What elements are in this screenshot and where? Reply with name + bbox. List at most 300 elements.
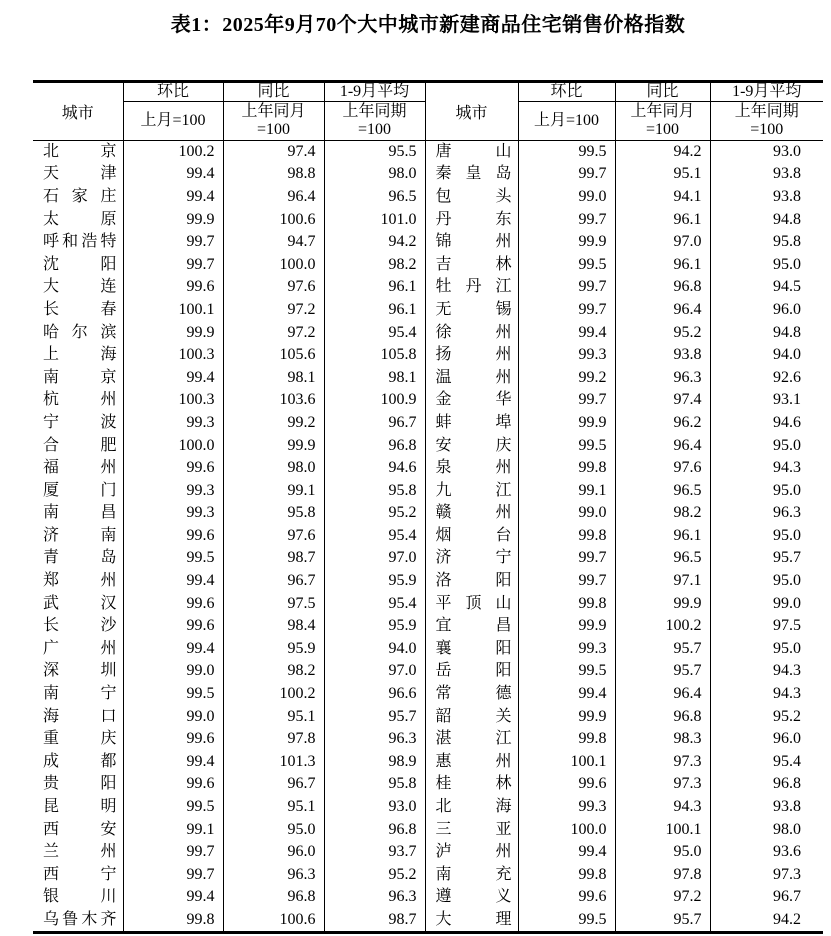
city-char: 银 [43, 888, 60, 906]
city-char: 太 [43, 210, 60, 228]
yoy-value: 103.6 [223, 389, 324, 412]
avg-value: 95.8 [324, 773, 425, 796]
city-char: 州 [100, 391, 117, 409]
city-cell [425, 163, 518, 186]
city-char: 岛 [100, 549, 117, 567]
avg-value: 98.1 [324, 366, 425, 389]
city-name [436, 276, 512, 298]
yoy-value: 96.3 [223, 864, 324, 887]
yoy-value: 99.9 [223, 434, 324, 457]
col-header-yoy-left: 同比 [223, 82, 324, 102]
table-row [33, 660, 823, 683]
city-name [43, 480, 117, 502]
city-name [436, 864, 512, 886]
city-name [436, 480, 512, 502]
city-char: 武 [43, 594, 60, 612]
city-name [436, 593, 512, 615]
city-name [43, 751, 117, 773]
city-char: 平 [435, 594, 452, 612]
city-cell [425, 547, 518, 570]
mom-value: 100.0 [518, 818, 615, 841]
mom-value: 99.4 [123, 638, 223, 661]
city-cell [33, 457, 123, 480]
city-cell [425, 570, 518, 593]
avg-value: 94.5 [710, 276, 823, 299]
city-char: 阳 [495, 662, 512, 680]
city-cell [425, 299, 518, 322]
city-char: 深 [43, 662, 60, 680]
city-char: 阳 [495, 639, 512, 657]
avg-value: 96.6 [324, 683, 425, 706]
city-cell [425, 276, 518, 299]
city-cell [425, 705, 518, 728]
city-char: 天 [43, 165, 60, 183]
avg-value: 98.0 [324, 163, 425, 186]
yoy-value: 96.7 [223, 570, 324, 593]
table-row [33, 638, 823, 661]
table-row [33, 299, 823, 322]
mom-value: 99.3 [123, 502, 223, 525]
city-char: 海 [495, 798, 512, 816]
table-row [33, 864, 823, 887]
avg-value: 96.7 [324, 412, 425, 435]
mom-value: 99.6 [123, 615, 223, 638]
mom-value: 99.5 [518, 434, 615, 457]
avg-value: 95.8 [324, 479, 425, 502]
mom-value: 99.2 [518, 366, 615, 389]
avg-value: 95.0 [710, 253, 823, 276]
avg-value: 95.4 [324, 321, 425, 344]
yoy-value: 96.4 [615, 683, 710, 706]
city-cell [425, 321, 518, 344]
city-char: 西 [43, 820, 60, 838]
city-char: 扬 [435, 346, 452, 364]
avg-value: 96.0 [710, 728, 823, 751]
col-header-city-left: 城市 [33, 82, 123, 141]
city-name [43, 457, 117, 479]
city-char: 亚 [495, 820, 512, 838]
yoy-value: 95.0 [223, 818, 324, 841]
city-name [43, 322, 117, 344]
yoy-value: 95.7 [615, 660, 710, 683]
yoy-value: 95.2 [615, 321, 710, 344]
avg-value: 94.6 [710, 412, 823, 435]
city-char: 京 [100, 143, 117, 161]
yoy-value: 96.3 [615, 366, 710, 389]
avg-value: 95.7 [324, 705, 425, 728]
yoy-value: 100.0 [223, 253, 324, 276]
city-char: 理 [495, 910, 512, 928]
yoy-value: 101.3 [223, 751, 324, 774]
mom-value: 99.7 [123, 253, 223, 276]
city-name [43, 299, 117, 321]
avg-value: 94.8 [710, 321, 823, 344]
city-char: 春 [100, 300, 117, 318]
table-row [33, 773, 823, 796]
yoy-value: 96.5 [615, 479, 710, 502]
mom-value: 99.3 [518, 638, 615, 661]
yoy-value: 96.0 [223, 841, 324, 864]
city-char: 江 [495, 278, 512, 296]
yoy-value: 94.3 [615, 796, 710, 819]
avg-value: 95.0 [710, 570, 823, 593]
city-cell [33, 547, 123, 570]
mom-value: 99.7 [518, 570, 615, 593]
page-title: 表1：2025年9月70个大中城市新建商品住宅销售价格指数 [170, 14, 686, 36]
city-name [436, 751, 512, 773]
city-char: 州 [495, 323, 512, 341]
avg-value: 96.3 [710, 502, 823, 525]
city-name [43, 841, 117, 863]
yoy-value: 99.1 [223, 479, 324, 502]
yoy-value: 94.7 [223, 231, 324, 254]
city-char: 长 [43, 300, 60, 318]
city-char: 济 [43, 526, 60, 544]
avg-value: 105.8 [324, 344, 425, 367]
city-cell [33, 412, 123, 435]
mom-value: 99.6 [123, 592, 223, 615]
city-cell [33, 796, 123, 819]
city-name [436, 773, 512, 795]
city-char: 惠 [435, 752, 452, 770]
city-cell [425, 208, 518, 231]
yoy-value: 100.2 [615, 615, 710, 638]
city-name [436, 389, 512, 411]
city-cell [425, 683, 518, 706]
yoy-value: 95.1 [615, 163, 710, 186]
city-char: 华 [495, 391, 512, 409]
city-char: 秦 [435, 165, 452, 183]
avg-value: 95.4 [324, 525, 425, 548]
city-char: 郑 [43, 572, 60, 590]
mom-value: 99.7 [518, 208, 615, 231]
city-name [43, 864, 117, 886]
table-row [33, 186, 823, 209]
city-char: 厦 [43, 481, 60, 499]
city-char: 乌 [43, 910, 60, 928]
yoy-value: 97.2 [223, 299, 324, 322]
city-char: 常 [435, 685, 452, 703]
subheader-line: =100 [645, 121, 680, 138]
city-cell [425, 525, 518, 548]
avg-value: 94.3 [710, 683, 823, 706]
yoy-value: 95.0 [615, 841, 710, 864]
avg-value: 94.2 [324, 231, 425, 254]
city-cell [425, 818, 518, 841]
city-name [43, 570, 117, 592]
city-char: 庄 [100, 187, 117, 205]
city-cell [33, 660, 123, 683]
city-char: 州 [495, 346, 512, 364]
avg-value: 96.1 [324, 299, 425, 322]
subheader-line: 上年同月 [241, 103, 306, 120]
city-cell [33, 818, 123, 841]
table-row [33, 728, 823, 751]
yoy-value: 96.1 [615, 253, 710, 276]
city-name [436, 796, 512, 818]
city-cell [425, 412, 518, 435]
avg-value: 97.0 [324, 547, 425, 570]
city-name [436, 186, 512, 208]
city-name [436, 660, 512, 682]
mom-value: 99.6 [518, 886, 615, 909]
city-char: 广 [43, 639, 60, 657]
mom-value: 99.9 [518, 705, 615, 728]
table-row [33, 909, 823, 933]
city-char: 昌 [100, 504, 117, 522]
yoy-value: 95.1 [223, 796, 324, 819]
city-name [43, 909, 117, 931]
avg-value: 94.6 [324, 457, 425, 480]
avg-value: 97.3 [710, 864, 823, 887]
city-char: 泸 [435, 843, 452, 861]
yoy-value: 97.0 [615, 231, 710, 254]
city-char: 北 [43, 143, 60, 161]
mom-value: 99.8 [518, 525, 615, 548]
city-cell [33, 163, 123, 186]
table-row [33, 276, 823, 299]
city-name [43, 231, 117, 253]
mom-value: 99.5 [518, 660, 615, 683]
city-name [43, 389, 117, 411]
table-row [33, 615, 823, 638]
yoy-value: 96.8 [615, 705, 710, 728]
city-cell [33, 479, 123, 502]
avg-value: 97.5 [710, 615, 823, 638]
city-name [436, 525, 512, 547]
yoy-value: 98.1 [223, 366, 324, 389]
city-char: 南 [43, 368, 60, 386]
city-name [436, 570, 512, 592]
city-char: 顶 [465, 594, 482, 612]
mom-value: 99.9 [123, 321, 223, 344]
city-char: 齐 [100, 910, 117, 928]
avg-value: 93.7 [324, 841, 425, 864]
avg-value: 95.9 [324, 615, 425, 638]
yoy-value: 100.2 [223, 683, 324, 706]
mom-value: 99.0 [123, 660, 223, 683]
mom-value: 99.3 [518, 796, 615, 819]
city-name [436, 706, 512, 728]
header-row-groups [33, 82, 823, 102]
price-index-table [33, 80, 823, 934]
mom-value: 99.1 [518, 479, 615, 502]
city-cell [33, 570, 123, 593]
city-char: 南 [435, 865, 452, 883]
city-cell [33, 525, 123, 548]
city-char: 川 [100, 888, 117, 906]
table-row [33, 841, 823, 864]
col-header-city-right: 城市 [425, 82, 518, 141]
city-char: 成 [43, 752, 60, 770]
subheader-line: 上年同期 [734, 103, 799, 120]
yoy-value: 93.8 [615, 344, 710, 367]
table-row [33, 231, 823, 254]
city-name [43, 141, 117, 163]
mom-value: 99.3 [518, 344, 615, 367]
col-header-avg-right: 1-9月平均 [710, 82, 823, 102]
city-char: 上 [43, 346, 60, 364]
city-char: 充 [495, 865, 512, 883]
city-char: 原 [100, 210, 117, 228]
city-char: 关 [495, 707, 512, 725]
city-cell [425, 773, 518, 796]
table-row [33, 141, 823, 164]
subheader-line: 上月=100 [533, 112, 600, 129]
city-char: 贵 [43, 775, 60, 793]
avg-value: 96.0 [710, 299, 823, 322]
city-char: 州 [495, 233, 512, 251]
city-char: 宁 [100, 685, 117, 703]
yoy-value: 96.8 [615, 276, 710, 299]
city-char: 徐 [435, 323, 452, 341]
yoy-value: 97.3 [615, 773, 710, 796]
avg-value: 93.8 [710, 163, 823, 186]
city-char: 都 [100, 752, 117, 770]
mom-value: 99.9 [518, 231, 615, 254]
city-char: 济 [435, 549, 452, 567]
mom-value: 99.5 [518, 253, 615, 276]
city-char: 州 [495, 504, 512, 522]
mom-value: 99.6 [123, 773, 223, 796]
city-cell [33, 321, 123, 344]
avg-value: 98.9 [324, 751, 425, 774]
city-char: 皇 [465, 165, 482, 183]
city-char: 无 [435, 300, 452, 318]
city-char: 海 [100, 346, 117, 364]
avg-value: 95.4 [710, 751, 823, 774]
avg-value: 93.8 [710, 796, 823, 819]
city-name [436, 412, 512, 434]
mom-value: 99.8 [518, 457, 615, 480]
city-name [43, 209, 117, 231]
city-cell [425, 660, 518, 683]
avg-value: 95.2 [324, 864, 425, 887]
mom-value: 99.9 [518, 615, 615, 638]
table-row [33, 547, 823, 570]
city-cell [425, 751, 518, 774]
mom-value: 99.5 [518, 141, 615, 164]
city-cell [33, 389, 123, 412]
yoy-value: 97.5 [223, 592, 324, 615]
avg-value: 95.8 [710, 231, 823, 254]
city-char: 岛 [495, 165, 512, 183]
city-char: 西 [43, 865, 60, 883]
table-row [33, 479, 823, 502]
avg-value: 95.0 [710, 479, 823, 502]
city-name [436, 909, 512, 931]
city-char: 唐 [435, 143, 452, 161]
avg-value: 92.6 [710, 366, 823, 389]
mom-value: 99.3 [123, 412, 223, 435]
yoy-value: 97.2 [223, 321, 324, 344]
city-cell [33, 208, 123, 231]
mom-value: 99.1 [123, 818, 223, 841]
subheader-line: =100 [750, 121, 784, 138]
city-cell [33, 841, 123, 864]
table-row [33, 208, 823, 231]
mom-value: 99.7 [518, 299, 615, 322]
avg-value: 95.4 [324, 592, 425, 615]
col-header-mom-left: 环比 [123, 82, 223, 102]
city-char: 石 [43, 187, 60, 205]
yoy-value: 94.1 [615, 186, 710, 209]
city-name [43, 367, 117, 389]
city-cell [33, 434, 123, 457]
city-char: 锦 [435, 233, 452, 251]
mom-value: 99.8 [518, 592, 615, 615]
city-name [43, 886, 117, 908]
mom-value: 99.5 [123, 683, 223, 706]
mom-value: 100.3 [123, 389, 223, 412]
city-name [43, 706, 117, 728]
table-row [33, 389, 823, 412]
city-char: 南 [43, 504, 60, 522]
city-cell [425, 366, 518, 389]
city-char: 京 [100, 368, 117, 386]
city-char: 长 [43, 617, 60, 635]
city-cell [425, 728, 518, 751]
table-row [33, 366, 823, 389]
avg-value: 96.8 [324, 434, 425, 457]
city-char: 州 [100, 639, 117, 657]
avg-value: 93.6 [710, 841, 823, 864]
table-body [33, 141, 823, 933]
city-char: 包 [435, 187, 452, 205]
subheader-line: 上年同期 [342, 103, 407, 120]
city-name [436, 547, 512, 569]
city-name [436, 435, 512, 457]
avg-value: 98.2 [324, 253, 425, 276]
table-row [33, 502, 823, 525]
city-char: 州 [495, 368, 512, 386]
avg-value: 98.7 [324, 909, 425, 933]
city-char: 口 [100, 707, 117, 725]
yoy-value: 96.4 [615, 434, 710, 457]
mom-value: 99.7 [123, 841, 223, 864]
city-char: 重 [43, 730, 60, 748]
mom-value: 99.0 [518, 502, 615, 525]
city-char: 韶 [435, 707, 452, 725]
subheader-line: =100 [256, 121, 291, 138]
city-char: 浩 [81, 233, 98, 251]
yoy-value: 95.8 [223, 502, 324, 525]
avg-value: 94.0 [710, 344, 823, 367]
yoy-value: 95.7 [615, 909, 710, 933]
table-row [33, 412, 823, 435]
col-subheader-mom-right [518, 102, 615, 141]
city-cell [425, 796, 518, 819]
subheader-line: 上月=100 [140, 112, 206, 129]
city-cell [425, 141, 518, 164]
city-cell [33, 366, 123, 389]
city-char: 义 [495, 888, 512, 906]
mom-value: 99.4 [123, 751, 223, 774]
city-char: 宁 [495, 549, 512, 567]
city-char: 牡 [435, 278, 452, 296]
city-name [43, 593, 117, 615]
table-row [33, 683, 823, 706]
city-char: 湛 [435, 730, 452, 748]
city-char: 桂 [435, 775, 452, 793]
mom-value: 99.0 [123, 705, 223, 728]
city-char: 呼 [43, 233, 60, 251]
avg-value: 101.0 [324, 208, 425, 231]
city-name [43, 819, 117, 841]
city-name [43, 683, 117, 705]
table-row [33, 525, 823, 548]
city-char: 沙 [100, 617, 117, 635]
